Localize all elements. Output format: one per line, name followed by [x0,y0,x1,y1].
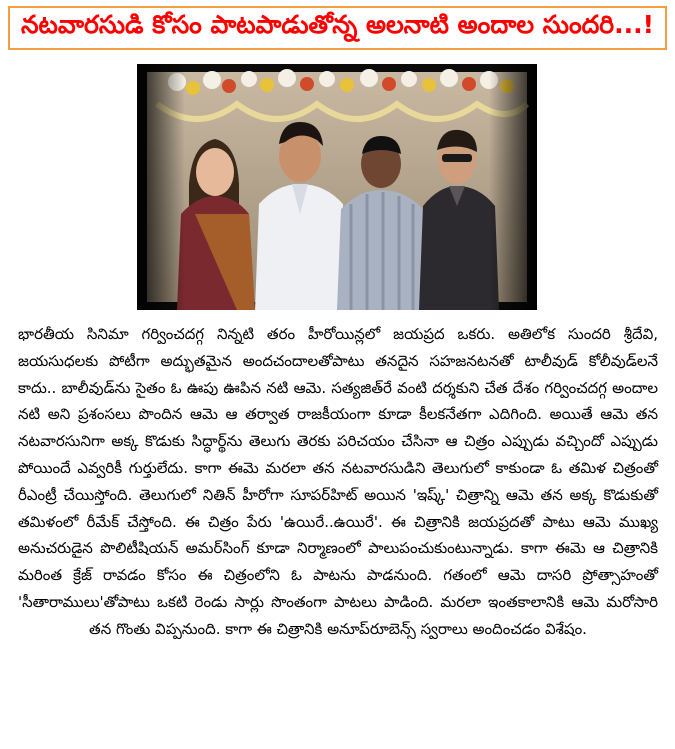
event-photo-illustration [137,64,537,310]
article-photo [137,64,537,310]
article-body: భారతీయ సినిమా గర్వించదగ్గ నిన్నటి తరం హీరోయిన్లలో జయప్రద ఒకరు. అతిలోక సుందరి శ్రీదేవి, జయసుధలకు పోటీగా అద్భుతమైన అందచందాలతోపాటు తనదైన సహజనటనతో టాలీవుడ్ కోలీవుడ్‌లనే కాదు.. బాలీవుడ్‌ను సైతం ఓ ఊపు ఊపిన నటి ఆమె. సత్యజిత్‌రే వంటి దర్శకుని చేత దేశం గర్వించదగ్గ అందాల నటి అని ప్రశంసలు పొందిన ఆమె ఆ తర్వాత రాజకీయంగా కూడా కీలకనేతగా ఎదిగింది. అయితే ఆమె తన నటవారసునిగా అక్క కొడుకు సిద్ధార్థ్‌ను తెలుగు తెరకు పరిచయం చేసినా ఆ చిత్రం ఎప్పుడు వచ్చిందో ఎప్పుడు పోయిందే ఎవ్వరికీ గుర్తులేదు. కాగా ఈమె మరలా తన నటవారసుడిని తెలుగులో కాకుండా ఓ తమిళ చిత్రంతో రీఎంట్రీ చేయిస్తోంది. తెలుగులో నితిన్ హీరోగా సూపర్‌హిట్ అయిన 'ఇష్క్' చిత్రాన్ని ఆమె తన అక్క కొడుకుతో తమిళంలో రీమేక్ చేస్తోంది. ఈ చిత్రం పేరు 'ఉయిరే..ఉయిరే'. ఈ చిత్రానికి జయప్రదతో పాటు ఆమె ముఖ్య అనుచరుడైన పొలిటీషియన్ అమర్‌సింగ్ కూడా నిర్మాణంలో పాలుపంచుకుంటున్నాడు. కాగా ఈమె ఆ చిత్రానికి మరింత క్రేజ్ రావడం కోసం ఈ చిత్రంలోని ఓ పాటను పాడనుంది. గతంలో ఆమె దాసరి ప్రోత్సాహంతో 'సీతారాములు'తోపాటు ఒకటి రెండు సార్లు సొంతంగా పాటలు పాడింది. మరలా ఇంతకాలానికి ఆమె మరోసారి తన గొంతు విప్పనుంది. కాగా ఈ చిత్రానికి అనూప్‌రూబెన్స్ స్వరాలు అందించడం విశేషం. [18,325,658,638]
article-headline: నటవారసుడి కోసం పాటపాడుతోన్న అలనాటి అందాల సుందరి...! [8,6,667,50]
